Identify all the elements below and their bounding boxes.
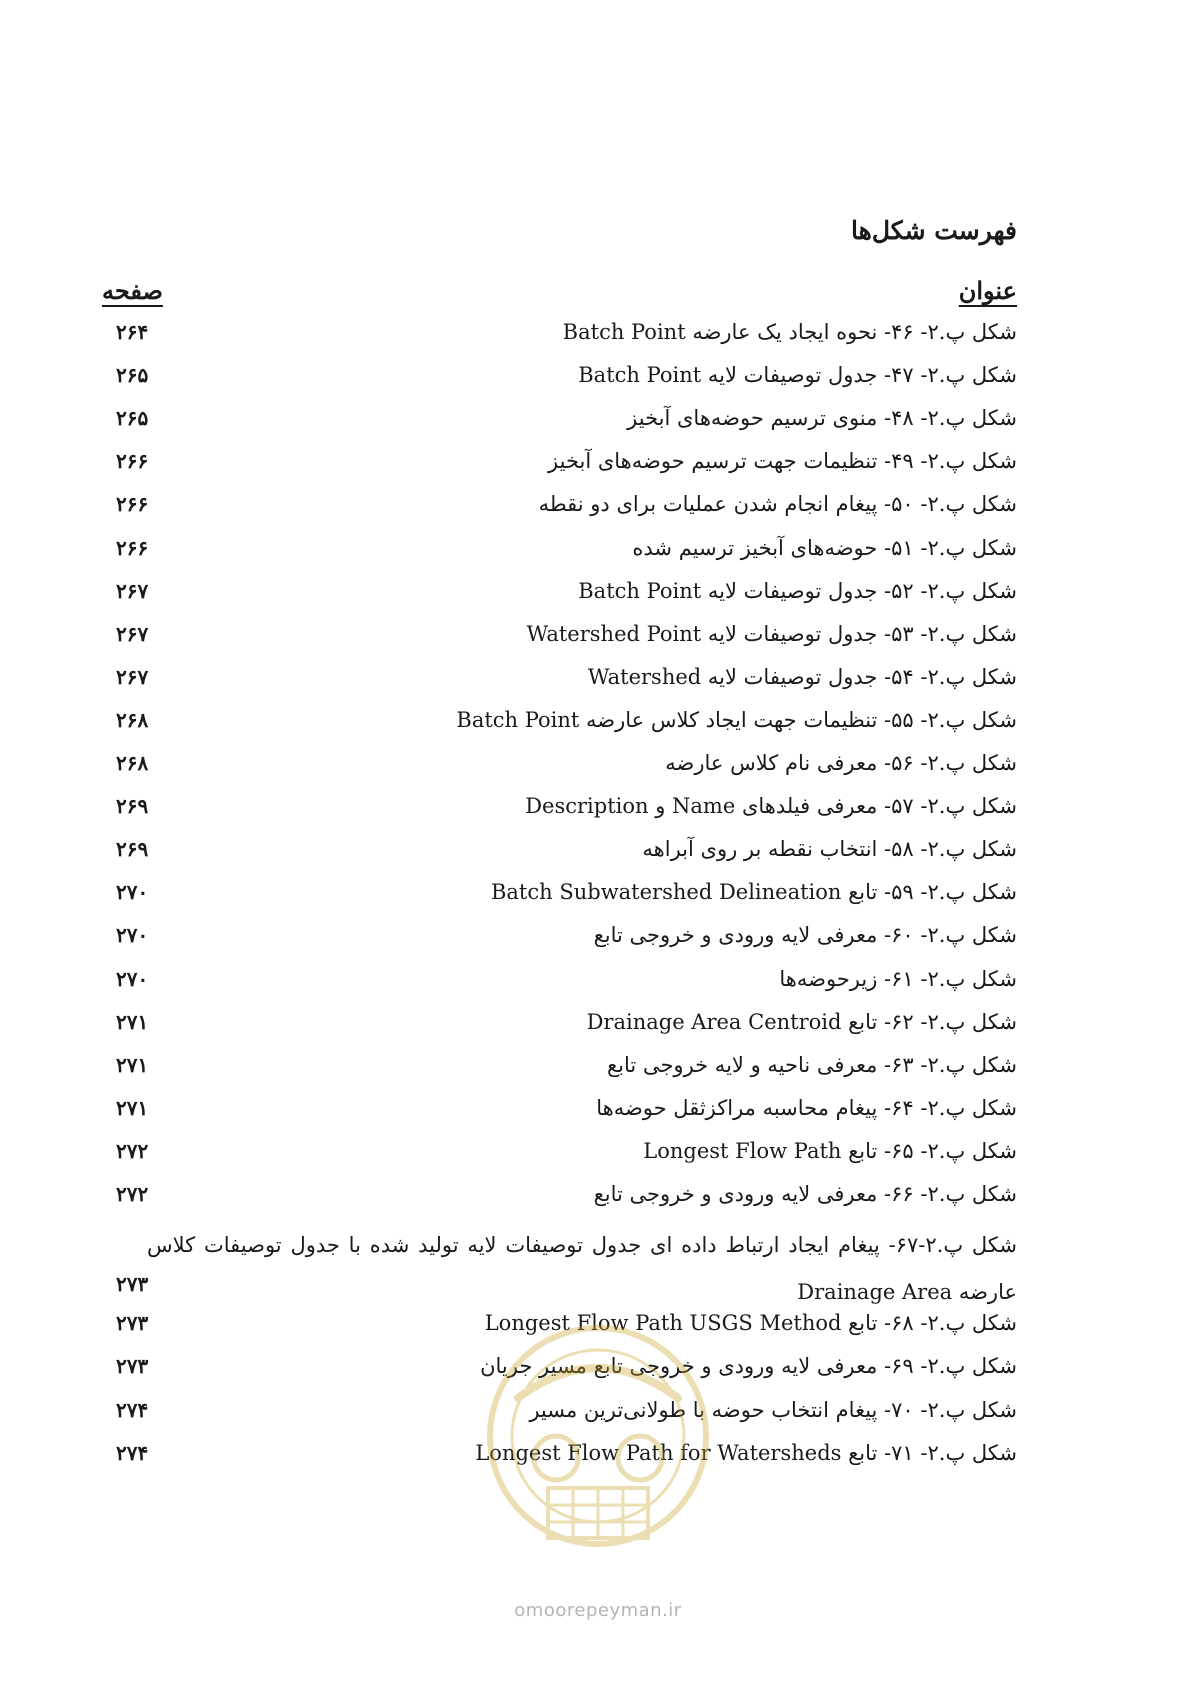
figure-entry — [102, 834, 1017, 880]
figure-entry — [102, 1136, 1017, 1182]
figure-entry-page: ۲۶۷ — [116, 578, 149, 603]
figure-entry-page: ۲۶۶ — [116, 449, 149, 474]
figure-entry-title: شکل پ.۲- ۴۷- جدول توصیفات لایه Batch Point — [578, 363, 1017, 388]
figure-entry-page: ۲۷۴ — [116, 1397, 149, 1422]
figure-entry-title: شکل پ.۲- ۵۷- معرفی فیلدهای Name و Description — [525, 794, 1017, 819]
figure-entry — [102, 1050, 1017, 1096]
figure-entry-title: شکل پ.۲-۶۷- پیغام ایجاد ارتباط داده ای جدول توصیفات لایه تولید شده با جدول توصیفات کلاس عارضه Drainage Area — [147, 1233, 1017, 1305]
figure-entry-page: ۲۶۴ — [116, 320, 149, 344]
figure-entry-title: شکل پ.۲- ۷۰- پیغام انتخاب حوضه با طولانی‌ترین مسیر — [529, 1397, 1017, 1422]
figure-entry — [102, 533, 1017, 579]
figure-entry — [102, 1438, 1017, 1484]
figure-entry-title: شکل پ.۲- ۶۹- معرفی لایه ورودی و خروجی تابع مسیر جریان — [480, 1354, 1017, 1379]
figure-entry-page: ۲۷۱ — [116, 1009, 149, 1034]
figure-entry-title: شکل پ.۲- ۴۹- تنظیمات جهت ترسیم حوضه‌های آبخیز — [548, 449, 1017, 474]
figure-entry — [102, 705, 1017, 751]
figure-entry-page: ۲۶۵ — [116, 363, 149, 388]
figure-entry-page: ۲۷۳ — [116, 1354, 149, 1379]
figure-entry — [102, 1093, 1017, 1139]
figure-entry — [102, 1308, 1017, 1354]
figure-entry-page: ۲۷۳ — [116, 1272, 149, 1297]
figure-entry-page: ۲۷۱ — [116, 1052, 149, 1077]
figure-entry-title: شکل پ.۲- ۶۸- تابع Longest Flow Path USGS Method — [484, 1311, 1017, 1336]
figure-entry-page: ۲۶۵ — [116, 406, 149, 431]
figure-entry-page: ۲۷۰ — [116, 923, 149, 948]
figure-entry-page: ۲۶۶ — [116, 535, 149, 560]
figure-entry-page: ۲۷۳ — [116, 1311, 149, 1336]
figure-entry — [102, 877, 1017, 923]
figure-entry-title: شکل پ.۲- ۵۱- حوضه‌های آبخیز ترسیم شده — [632, 535, 1017, 560]
figure-entry — [102, 360, 1017, 406]
figure-entry-title: شکل پ.۲- ۵۲- جدول توصیفات لایه Batch Point — [578, 578, 1017, 603]
page-title: فهرست شکل‌ها — [851, 216, 1017, 245]
figure-entry-title: شکل پ.۲- ۶۲- تابع Drainage Area Centroid — [586, 1009, 1017, 1034]
figure-entry-title: شکل پ.۲- ۵۶- معرفی نام کلاس عارضه — [665, 751, 1017, 775]
figure-entry — [102, 1222, 1017, 1312]
figure-entry — [102, 576, 1017, 622]
figure-entry-title: شکل پ.۲- ۵۳- جدول توصیفات لایه Watershed Point — [526, 621, 1017, 646]
figure-entry — [102, 1351, 1017, 1397]
figure-entry-title: شکل پ.۲- ۵۵- تنظیمات جهت ایجاد کلاس عارضه Batch Point — [456, 707, 1017, 732]
figure-entry-title: شکل پ.۲- ۶۶- معرفی لایه ورودی و خروجی تابع — [593, 1182, 1017, 1206]
figure-entry-page: ۲۶۷ — [116, 664, 149, 689]
figure-entry-page: ۲۷۴ — [116, 1440, 149, 1465]
figure-entry-page: ۲۷۰ — [116, 966, 149, 991]
figure-entry-title: شکل پ.۲- ۶۱- زیرحوضه‌ها — [779, 966, 1017, 991]
figure-entry — [102, 964, 1017, 1010]
figure-entry-page: ۲۷۲ — [116, 1138, 149, 1163]
figure-entry-page: ۲۷۰ — [116, 880, 149, 905]
watermark-site-text: omoorepeyman.ir — [514, 1600, 682, 1621]
figure-entry-page: ۲۶۹ — [116, 794, 149, 819]
figure-entry — [102, 1395, 1017, 1441]
figure-entry-page: ۲۶۸ — [116, 751, 149, 775]
figure-entry-title: شکل پ.۲- ۶۵- تابع Longest Flow Path — [643, 1138, 1017, 1163]
figure-entry-title: شکل پ.۲- ۷۱- تابع Longest Flow Path for Watersheds — [475, 1440, 1017, 1465]
figure-entry-page: ۲۶۶ — [116, 492, 149, 517]
figure-entry-page: ۲۶۸ — [116, 707, 149, 732]
figure-entry — [102, 748, 1017, 794]
figure-entry — [102, 1179, 1017, 1225]
figure-entry-title: شکل پ.۲- ۵۹- تابع Batch Subwatershed Delineation — [490, 880, 1017, 905]
figure-entry-title: شکل پ.۲- ۵۴- جدول توصیفات لایه Watershed — [587, 664, 1017, 689]
figure-entry-title: شکل پ.۲- ۵۰- پیغام انجام شدن عملیات برای دو نقطه — [538, 492, 1017, 517]
column-header-page: صفحه — [102, 276, 163, 305]
figure-entry — [102, 446, 1017, 492]
figure-entry-page: ۲۷۱ — [116, 1095, 149, 1120]
figure-entry — [102, 317, 1017, 363]
figure-entry — [102, 791, 1017, 837]
figure-entry — [102, 403, 1017, 449]
figure-entry-page: ۲۷۲ — [116, 1182, 149, 1206]
figure-entry-title: شکل پ.۲- ۵۸- انتخاب نقطه بر روی آبراهه — [642, 837, 1017, 862]
figure-entry-title: شکل پ.۲- ۴۸- منوی ترسیم حوضه‌های آبخیز — [627, 406, 1017, 431]
figure-entry-page: ۲۶۷ — [116, 621, 149, 646]
figure-entry-title: شکل پ.۲- ۶۳- معرفی ناحیه و لایه خروجی تابع — [607, 1052, 1017, 1077]
figure-list — [102, 317, 1017, 1563]
figure-entry-title: شکل پ.۲- ۴۶- نحوه ایجاد یک عارضه Batch Point — [562, 320, 1017, 344]
figure-entry-title: شکل پ.۲- ۶۴- پیغام محاسبه مراکزثقل حوضه‌ها — [596, 1095, 1017, 1120]
figure-entry — [102, 1007, 1017, 1053]
figure-entry — [102, 920, 1017, 966]
figure-entry-title: شکل پ.۲- ۶۰- معرفی لایه ورودی و خروجی تابع — [593, 923, 1017, 948]
figure-entry — [102, 619, 1017, 665]
figure-entry-page: ۲۶۹ — [116, 837, 149, 862]
column-header-title: عنوان — [958, 276, 1017, 305]
figure-entry — [102, 489, 1017, 535]
figure-entry — [102, 662, 1017, 708]
